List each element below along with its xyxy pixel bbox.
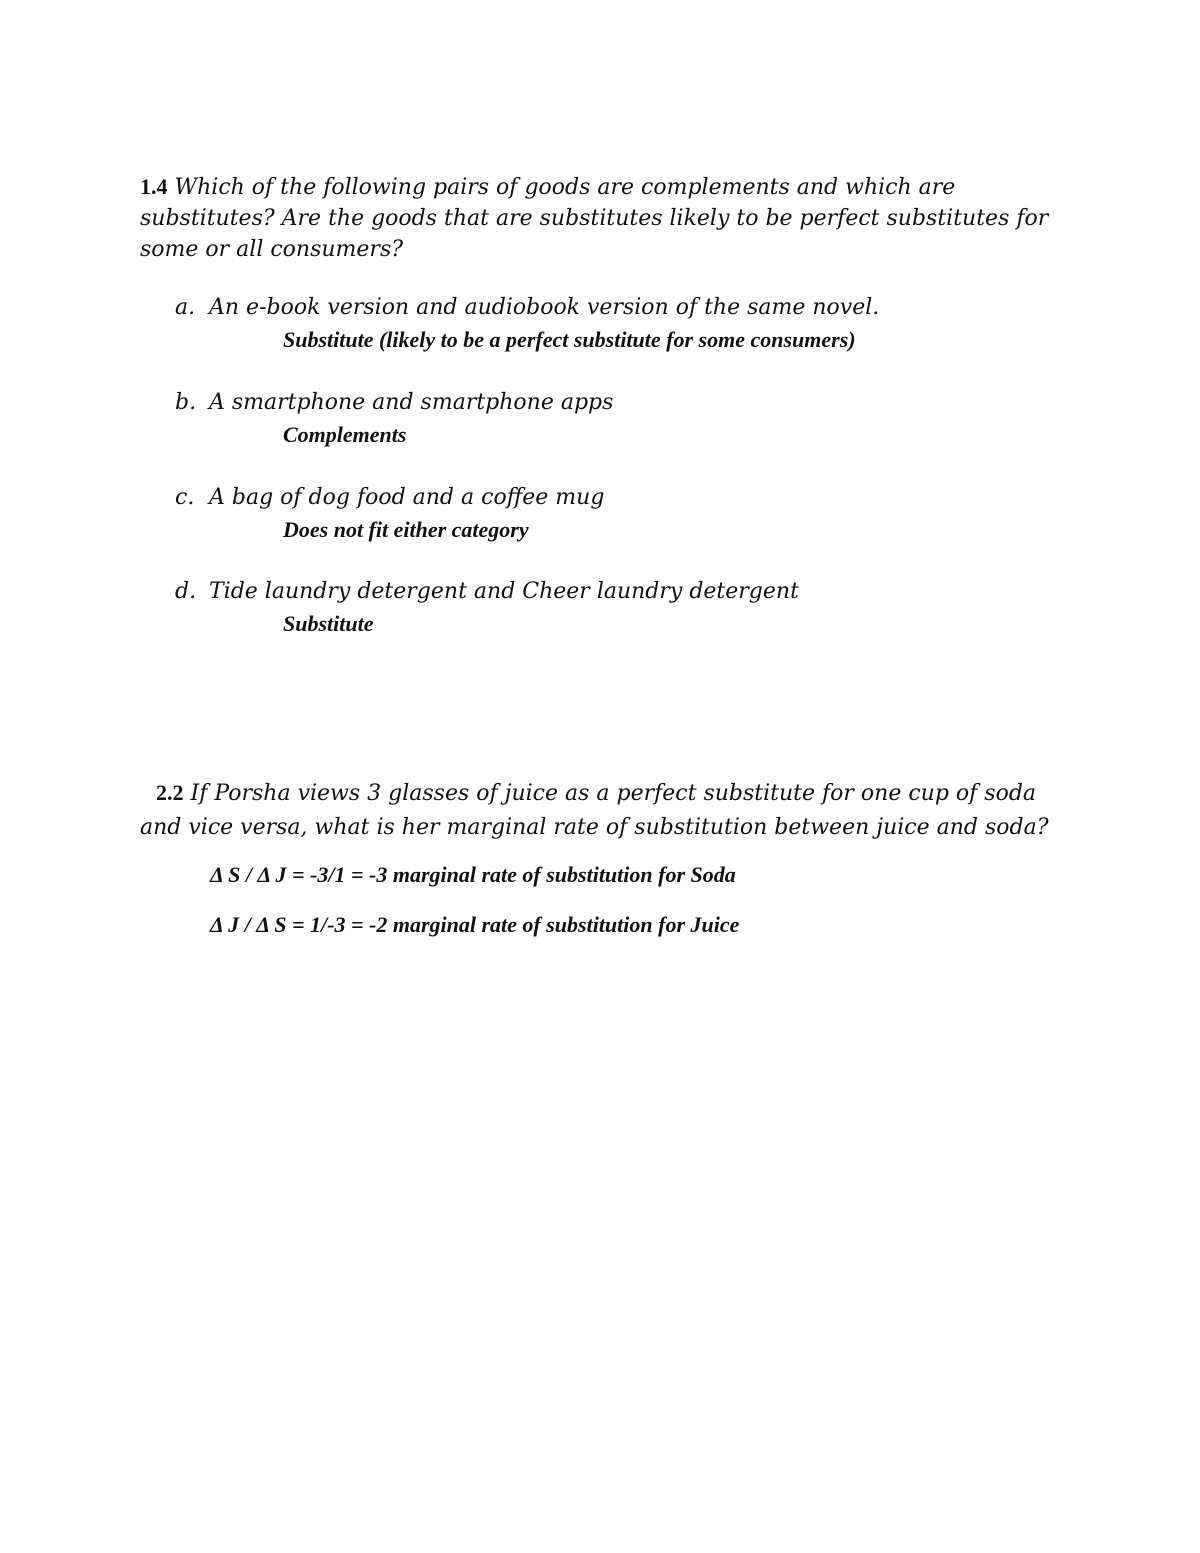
item-text: Tide laundry detergent and Cheer laundry detergent — [209, 579, 799, 604]
question-1-text: Which of the following pairs of goods are complements and which are substitutes? Are the goods that are substitutes likely to be perfect substitutes for some or all consumers? — [140, 175, 1049, 262]
item-answer: Complements — [283, 422, 407, 447]
item-letter: a. — [175, 295, 196, 320]
item-text: A bag of dog food and a coffee mug — [209, 485, 605, 510]
list-item — [175, 482, 1075, 546]
question-1-number: 1.4 — [140, 174, 168, 199]
item-answer: Does not fit either category — [283, 517, 529, 542]
list-item — [175, 387, 1075, 451]
item-letter: c. — [175, 485, 195, 510]
item-letter: b. — [175, 390, 197, 415]
question-2-prompt — [140, 776, 1070, 845]
item-answer: Substitute (likely to be a perfect substitute for some consumers) — [283, 327, 856, 352]
item-answer: Substitute — [283, 611, 374, 636]
list-item — [175, 292, 1075, 356]
question-2-text: If Porsha views 3 glasses of juice as a perfect substitute for one cup of soda and vice versa, what is her marginal rate of substitution between juice and soda? — [140, 781, 1049, 840]
list-item — [175, 576, 1075, 640]
question-1-prompt — [140, 171, 1060, 265]
question-2-number: 2.2 — [156, 780, 184, 805]
mrs-juice-formula: Δ J / Δ S = 1/-3 = -2 marginal rate of substitution for Juice — [210, 912, 740, 937]
item-text: A smartphone and smartphone apps — [209, 390, 614, 415]
mrs-soda-formula: Δ S / Δ J = -3/1 = -3 marginal rate of substitution for Soda — [210, 862, 736, 887]
item-letter: d. — [175, 579, 197, 604]
item-text: An e-book version and audiobook version of the same novel. — [209, 295, 880, 320]
